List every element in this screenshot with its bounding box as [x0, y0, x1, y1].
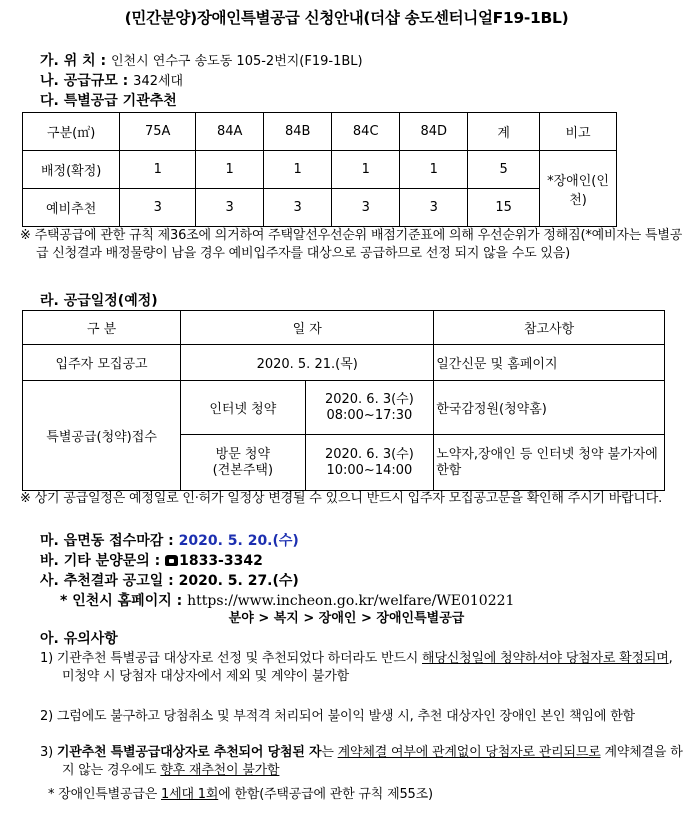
table-row	[23, 189, 617, 227]
alloc-cell: 3	[332, 189, 400, 227]
caution-text: 계약체결을 하지 않는 경우에도	[62, 745, 683, 778]
caution-heading: 아. 유의사항	[40, 631, 118, 647]
schedule-time: 08:00~17:30	[326, 407, 413, 423]
homepage-label: * 인천시 홈페이지 :	[60, 593, 183, 609]
table-row	[23, 345, 665, 381]
allocation-note: ※ 주택공급에 관한 규칙 제36조에 의거하여 주택알선우선순위 배점기준표에 의해 우선순위가 정해짐(*예비자는 특별공급 신청결과 배정물량이 남을 경우 예비입주자를 대상으로 공급하므로 선정 되지 않을 수도 있음)	[20, 228, 683, 261]
caution-item-2	[40, 708, 684, 726]
schedule-heading: 라. 공급일정(예정)	[40, 293, 158, 309]
alloc-cell: 1	[264, 151, 332, 189]
alloc-cell: 3	[196, 189, 264, 227]
schedule-row-date: 2020. 5. 21.(목)	[181, 345, 434, 381]
alloc-header-remark: 비고	[540, 113, 617, 151]
inquiry-row	[40, 550, 263, 570]
scale-row	[40, 70, 183, 90]
caution-bold: 기관추천 특별공급대상자로 추천되어 당첨된 자	[56, 745, 322, 760]
allocation-table	[22, 112, 617, 227]
schedule-datetime	[305, 435, 434, 491]
schedule-header-date: 일 자	[181, 311, 434, 345]
schedule-date: 2020. 6. 3(수)	[324, 446, 414, 462]
homepage-url[interactable]: https://www.incheon.go.kr/welfare/WE010221	[187, 593, 515, 609]
alloc-header-84d: 84D	[400, 113, 468, 151]
caution-underlined: 해당신청일에 청약하셔야 당첨자로 확정되며	[422, 651, 669, 666]
caution-num: 1)	[40, 651, 53, 666]
location-label: 가. 위 치 :	[40, 53, 107, 69]
alloc-header-category: 구분(㎡)	[23, 113, 120, 151]
deadline-value: 2020. 5. 20.(수)	[178, 533, 299, 549]
scale-label: 나. 공급규모 :	[40, 73, 129, 89]
schedule-header-category: 구 분	[23, 311, 181, 345]
recommend-heading: 다. 특별공급 기관추천	[40, 93, 177, 109]
table-row	[23, 381, 665, 435]
location-row	[40, 50, 363, 70]
caution-num: 3)	[40, 745, 53, 760]
alloc-cell: 1	[196, 151, 264, 189]
caution-text: * 장애인특별공급은	[48, 787, 162, 802]
deadline-label: 마. 읍면동 접수마감 :	[40, 533, 174, 549]
caution-text: 는	[321, 745, 338, 760]
caution-underlined: 계약체결 여부에 관계없이 당첨자로 관리되므로	[337, 745, 601, 760]
schedule-row-label: 입주자 모집공고	[23, 345, 181, 381]
schedule-method: 인터넷 청약	[181, 381, 305, 435]
page-title: (민간분양)장애인특별공급 신청안내(더샵 송도센터니얼F19-1BL)	[124, 9, 569, 27]
caution-item-3	[40, 744, 684, 780]
alloc-cell: 15	[468, 189, 540, 227]
alloc-row-label: 예비추천	[23, 189, 120, 227]
alloc-cell: 5	[468, 151, 540, 189]
alloc-cell: 3	[120, 189, 196, 227]
caution-item-4	[48, 786, 670, 804]
schedule-time: 10:00~14:00	[326, 462, 413, 478]
alloc-row-label: 배정(확정)	[23, 151, 120, 189]
schedule-row-note: 한국감정원(청약홈)	[434, 381, 665, 435]
schedule-row-note: 노약자,장애인 등 인터넷 청약 불가자에 한함	[434, 435, 665, 491]
alloc-header-total: 계	[468, 113, 540, 151]
inquiry-label: 바. 기타 분양문의 :	[40, 553, 161, 569]
table-row	[23, 151, 617, 189]
schedule-method-sub: (견본주택)	[212, 462, 274, 478]
alloc-cell: 1	[332, 151, 400, 189]
homepage-path: 분야 > 복지 > 장애인 > 장애인특별공급	[228, 611, 465, 626]
caution-text: 기관추천 특별공급 대상자로 선정 및 추천되었다 하더라도 반드시	[56, 651, 423, 666]
schedule-row-label: 특별공급(청약)접수	[23, 381, 181, 491]
alloc-cell: 1	[400, 151, 468, 189]
scale-value: 342세대	[133, 74, 184, 89]
caution-text: 에 한함(주택공급에 관한 규칙 제55조)	[218, 787, 433, 802]
schedule-table	[22, 310, 665, 491]
alloc-cell: 3	[400, 189, 468, 227]
caution-text: , 미청약 시 당첨자 대상자에서 제외 및 계약이 불가함	[62, 651, 673, 684]
result-value: 2020. 5. 27.(수)	[178, 573, 299, 589]
location-value: 인천시 연수구 송도동 105-2번지(F19-1BL)	[111, 54, 363, 69]
deadline-row	[40, 530, 299, 550]
schedule-method-main: 방문 청약	[215, 446, 271, 462]
result-row	[40, 570, 299, 590]
schedule-row-note: 일간신문 및 홈페이지	[434, 345, 665, 381]
schedule-header-note: 참고사항	[434, 311, 665, 345]
alloc-remark-cell: *장애인(인천)	[540, 151, 617, 227]
alloc-header-84b: 84B	[264, 113, 332, 151]
caution-num: 2)	[40, 709, 53, 724]
schedule-note: ※ 상기 공급일정은 예정일로 인·허가 일정상 변경될 수 있으니 반드시 입주자 모집공고문을 확인해 주시기 바랍니다.	[20, 491, 663, 506]
result-label: 사. 추천결과 공고일 :	[40, 573, 174, 589]
schedule-method	[181, 435, 305, 491]
alloc-header-84c: 84C	[332, 113, 400, 151]
caution-item-1	[40, 650, 684, 686]
alloc-header-84a: 84A	[196, 113, 264, 151]
phone-icon	[165, 555, 178, 566]
alloc-header-75a: 75A	[120, 113, 196, 151]
caution-underlined: 향후 재추천이 불가함	[160, 763, 280, 778]
schedule-datetime	[305, 381, 434, 435]
caution-text: 그럼에도 불구하고 당첨취소 및 부적격 처리되어 불이익 발생 시, 추천 대상자인 장애인 본인 책임에 한함	[56, 709, 635, 724]
inquiry-value: 1833-3342	[179, 553, 263, 569]
alloc-cell: 1	[120, 151, 196, 189]
alloc-cell: 3	[264, 189, 332, 227]
schedule-date: 2020. 6. 3(수)	[324, 391, 414, 407]
caution-underlined: 1세대 1회	[161, 787, 219, 802]
